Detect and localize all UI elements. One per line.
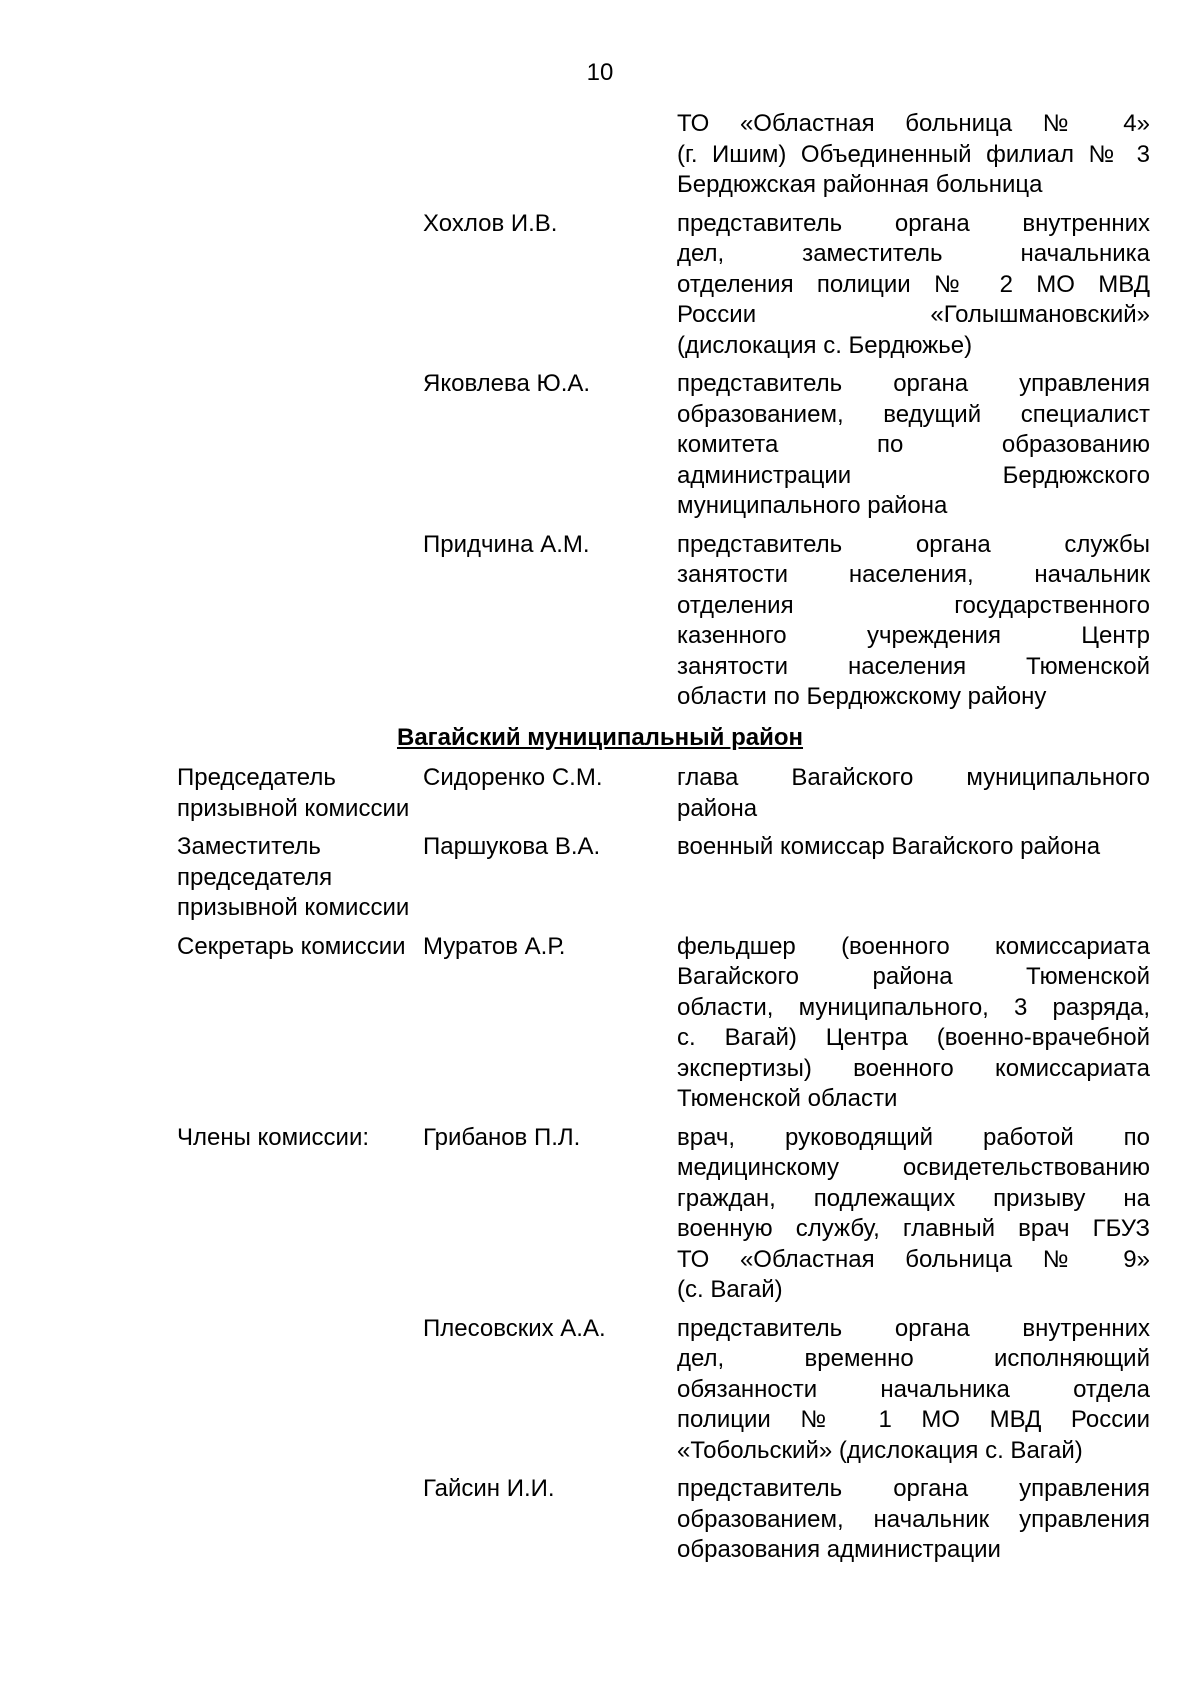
- description-line: образованием, начальник управления: [677, 1505, 1150, 1533]
- description-line: представитель органа службы: [677, 530, 1150, 558]
- member-description: [677, 109, 1150, 201]
- description-line: (г. Ишим) Объединенный филиал № 3: [677, 140, 1150, 168]
- description-line: ТО «Областная больница № 9»: [677, 1245, 1150, 1273]
- description-line: представитель органа управления: [677, 370, 1150, 397]
- member-description: [677, 1123, 1150, 1306]
- description-line: дел, временно исполняющий: [677, 1345, 1150, 1372]
- description-line: фельдшер (военного комиссариата: [677, 932, 1150, 960]
- description-line: с. Вагай) Центра (военно-врачебной: [677, 1024, 1150, 1051]
- member-description: [677, 832, 1150, 863]
- member-row: [0, 369, 1200, 522]
- description-line: комитета по образованию: [677, 431, 1150, 458]
- member-row: [0, 932, 1200, 1115]
- description-line: занятости населения Тюменской: [677, 652, 1150, 680]
- description-line: военную службу, главный врач ГБУЗ: [677, 1215, 1150, 1242]
- member-row: [0, 109, 1200, 201]
- description-line: России «Голышмановский»: [677, 301, 1150, 328]
- member-description: [677, 1314, 1150, 1467]
- member-name: Сидоренко С.М.: [423, 764, 603, 791]
- member-row: [0, 763, 1200, 824]
- member-name: Муратов А.Р.: [423, 932, 566, 960]
- description-line: ТО «Областная больница № 4»: [677, 110, 1150, 137]
- description-line: муниципального района: [677, 492, 948, 519]
- description-line: военный комиссар Вагайского района: [677, 833, 1101, 860]
- description-line: казенного учреждения Центр: [677, 622, 1150, 649]
- member-name: Придчина А.М.: [423, 530, 590, 558]
- description-line: отделения государственного: [677, 591, 1150, 619]
- description-line: (с. Вагай): [677, 1276, 783, 1303]
- description-line: экспертизы) военного комиссариата: [677, 1054, 1150, 1082]
- member-description: [677, 1474, 1150, 1566]
- member-description: [677, 369, 1150, 522]
- member-name: Плесовских А.А.: [423, 1314, 606, 1342]
- member-name: Хохлов И.В.: [423, 209, 558, 237]
- member-row: [0, 1123, 1200, 1306]
- member-row: [0, 832, 1200, 924]
- member-name: Яковлева Ю.А.: [423, 370, 591, 397]
- description-line: занятости населения, начальник: [677, 561, 1150, 588]
- member-row: [0, 209, 1200, 362]
- description-line: Тюменской области: [677, 1085, 898, 1112]
- member-description: [677, 763, 1150, 824]
- member-name: Паршукова В.А.: [423, 833, 601, 860]
- member-description: [677, 530, 1150, 713]
- description-line: обязанности начальника отдела: [677, 1375, 1150, 1403]
- member-role: Заместитель председателя призывной комиссии: [177, 833, 410, 921]
- vagai-section: [0, 717, 1200, 1574]
- description-line: полиции № 1 МО МВД России: [677, 1406, 1150, 1433]
- top-member-list: [0, 109, 1200, 721]
- member-description: [677, 932, 1150, 1115]
- section-member-list: [0, 763, 1200, 1566]
- description-line: образования администрации: [677, 1536, 1001, 1563]
- member-role: Члены комиссии:: [177, 1123, 370, 1151]
- description-line: врач, руководящий работой по: [677, 1123, 1150, 1151]
- description-line: отделения полиции № 2 МО МВД: [677, 270, 1150, 298]
- description-line: района: [677, 794, 758, 822]
- description-line: (дислокация с. Бердюжье): [677, 331, 973, 359]
- description-line: представитель органа управления: [677, 1475, 1150, 1502]
- member-role: Секретарь комиссии: [177, 932, 406, 960]
- description-line: представитель органа внутренних: [677, 209, 1150, 237]
- member-row: [0, 530, 1200, 713]
- description-line: администрации Бердюжского: [677, 461, 1150, 489]
- description-line: области, муниципального, 3 разряда,: [677, 993, 1150, 1021]
- description-line: представитель органа внутренних: [677, 1314, 1150, 1342]
- description-line: дел, заместитель начальника: [677, 240, 1150, 267]
- description-line: Вагайского района Тюменской: [677, 963, 1150, 990]
- description-line: «Тобольский» (дислокация с. Вагай): [677, 1436, 1083, 1464]
- member-role: Председатель призывной комиссии: [177, 764, 410, 822]
- page-number: 10: [586, 59, 614, 86]
- description-line: медицинскому освидетельствованию: [677, 1154, 1150, 1181]
- description-line: области по Бердюжскому району: [677, 683, 1047, 710]
- member-description: [677, 209, 1150, 362]
- member-name: Грибанов П.Л.: [423, 1123, 581, 1151]
- section-title: Вагайский муниципальный район: [396, 724, 804, 751]
- description-line: Бердюжская районная больница: [677, 171, 1043, 198]
- description-line: образованием, ведущий специалист: [677, 400, 1150, 428]
- member-row: [0, 1474, 1200, 1566]
- description-line: глава Вагайского муниципального: [677, 764, 1150, 791]
- member-row: [0, 1314, 1200, 1467]
- description-line: граждан, подлежащих призыву на: [677, 1184, 1150, 1212]
- member-name: Гайсин И.И.: [423, 1475, 555, 1502]
